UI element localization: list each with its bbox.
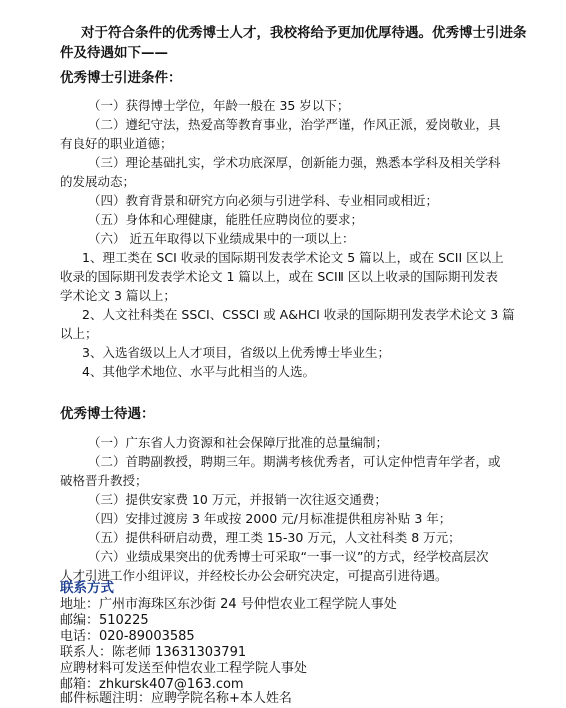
contact-heading: 联系方式 (60, 580, 114, 596)
requirement-1-line-3: 学术论文 3 篇以上； (60, 288, 176, 303)
benefit-2-line-1: （二）首聘副教授，聘期三年。期满考核优秀者，可认定仲恺青年学者，或 (88, 454, 501, 469)
requirement-1-line-2: 收录的国际期刊发表学术论文 1 篇以上，或在 SCIⅡ 区以上收录的国际期刊发表 (60, 269, 498, 284)
contact-subject-note: 邮件标题注明：应聘学院名称+本人姓名 (60, 691, 292, 706)
condition-2-line-2: 有良好的职业道德； (60, 136, 173, 151)
requirement-2-line-1: 2、人文社科类在 SSCI、CSSCI 或 A&HCI 收录的国际期刊发表学术论文 3 篇 (82, 307, 515, 322)
condition-3-line-2: 的发展动态； (60, 174, 136, 189)
benefit-2-line-2: 破格晋升教授； (60, 473, 148, 488)
contact-email: 邮箱：zhkursk407@163.com (60, 677, 244, 692)
requirement-4: 4、其他学术地位、水平与此相当的人选。 (82, 364, 315, 379)
benefit-6-line-2: 人才引进工作小组评议，并经校长办公会研究决定，可提高引进待遇。 (60, 568, 448, 583)
condition-2-line-1: （二）遵纪守法，热爱高等教育事业，治学严谨，作风正派，爱岗敬业，具 (88, 117, 501, 132)
contact-send-to: 应聘材料可发送至仲恺农业工程学院人事处 (60, 661, 308, 676)
requirement-3: 3、入选省级以上人才项目，省级以上优秀博士毕业生； (82, 345, 390, 360)
benefit-6-line-1: （六）业绩成果突出的优秀博士可采取“一事一议”的方式，经学校高层次 (88, 549, 489, 564)
contact-person: 联系人：陈老师 13631303791 (60, 645, 247, 660)
requirement-2-line-2: 以上； (60, 326, 98, 341)
benefit-4: （四）安排过渡房 3 年或按 2000 元/月标准提供租房补贴 3 年； (88, 511, 452, 526)
contact-zip: 邮编：510225 (60, 613, 149, 628)
intro-line-2: 件及待遇如下—— (60, 45, 168, 61)
benefits-heading: 优秀博士待遇： (60, 406, 155, 422)
condition-5: （五）身体和心理健康，能胜任应聘岗位的要求； (88, 212, 364, 227)
condition-4: （四）教育背景和研究方向必须与引进学科、专业相同或相近； (88, 193, 439, 208)
condition-6: （六） 近五年取得以下业绩成果中的一项以上： (88, 231, 355, 246)
benefit-3: （三）提供安家费 10 万元，并报销一次往返交通费； (88, 492, 387, 507)
benefit-1: （一）广东省人力资源和社会保障厅批准的总量编制； (88, 435, 389, 450)
benefit-5: （五）提供科研启动费，理工类 15-30 万元，人文社科类 8 万元； (88, 530, 461, 545)
requirement-1-line-1: 1、理工类在 SCI 收录的国际期刊发表学术论文 5 篇以上，或在 SCIⅠ 区以上 (82, 250, 504, 265)
intro-line-1: 对于符合条件的优秀博士人才，我校将给予更加优厚待遇。优秀博士引进条 (81, 25, 527, 41)
condition-3-line-1: （三）理论基础扎实，学术功底深厚，创新能力强，熟悉本学科及相关学科 (88, 155, 501, 170)
conditions-heading: 优秀博士引进条件： (60, 70, 182, 86)
contact-address: 地址：广州市海珠区东沙街 24 号仲恺农业工程学院人事处 (60, 597, 397, 612)
contact-phone: 电话：020-89003585 (60, 629, 195, 644)
condition-1: （一）获得博士学位，年龄一般在 35 岁以下； (88, 98, 350, 113)
